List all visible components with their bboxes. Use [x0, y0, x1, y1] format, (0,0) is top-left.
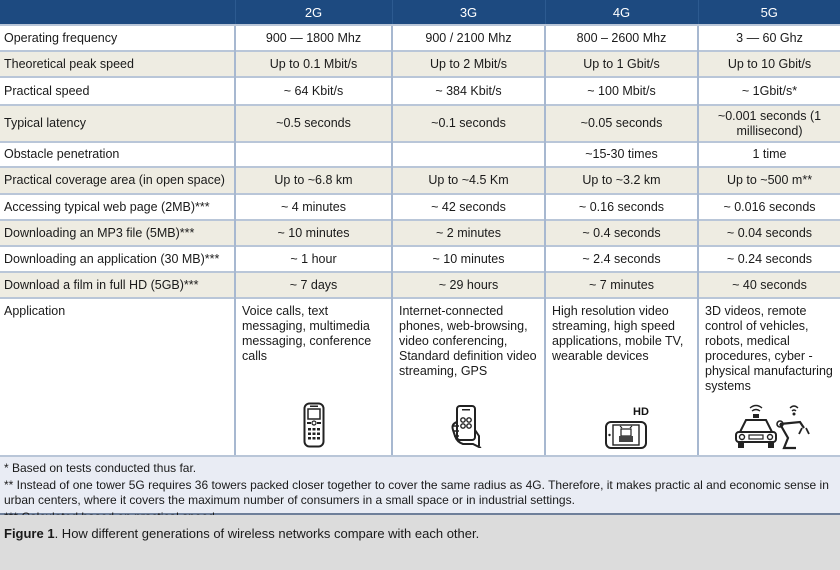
cell-3g — [392, 142, 545, 167]
cell-4g: ~ 0.16 seconds — [545, 194, 698, 220]
cell-5g: 1 time — [698, 142, 840, 167]
cell-3g: ~ 10 minutes — [392, 246, 545, 272]
application-label: Application — [4, 304, 66, 318]
hd-mobile-tv-icon — [603, 404, 653, 456]
cell-5g: Up to 10 Gbit/s — [698, 51, 840, 77]
application-text: High resolution video streaming, high speed applications, mobile TV, wearable devices — [552, 304, 684, 363]
caption-text: . How different generations of wireless networks compare with each other. — [54, 526, 480, 541]
cell-2g: ~ 64 Kbit/s — [235, 77, 392, 105]
cell-3g: ~ 384 Kbit/s — [392, 77, 545, 105]
footnotes — [0, 455, 840, 515]
footnote-1: * Based on tests conducted thus far. — [4, 461, 197, 475]
cell-2g: ~ 10 minutes — [235, 220, 392, 246]
cell-5g — [698, 298, 840, 456]
smartphone-in-hand-icon — [449, 404, 489, 452]
row-practical-speed — [0, 77, 840, 105]
cell-4g: 800 – 2600 Mhz — [545, 25, 698, 51]
cell-5g: ~ 1Gbit/s* — [698, 77, 840, 105]
cell-4g: ~ 0.4 seconds — [545, 220, 698, 246]
cell-2g: 900 — 1800 Mhz — [235, 25, 392, 51]
row-label: Operating frequency — [0, 25, 235, 51]
caption-label: Figure 1 — [4, 526, 55, 541]
cell-5g: ~ 0.04 seconds — [698, 220, 840, 246]
cell-5g: ~ 40 seconds — [698, 272, 840, 298]
cell-2g: ~ 4 minutes — [235, 194, 392, 220]
cell-4g: Up to 1 Gbit/s — [545, 51, 698, 77]
row-label: Downloading an MP3 file (5MB)*** — [0, 220, 235, 246]
cell-5g: 3 — 60 Ghz — [698, 25, 840, 51]
row-label: Obstacle penetration — [0, 142, 235, 167]
cell-5g: ~0.001 seconds (1 millisecond) — [698, 105, 840, 142]
cell-2g — [235, 142, 392, 167]
row-label: Download a film in full HD (5GB)*** — [0, 272, 235, 298]
cell-3g: ~ 42 seconds — [392, 194, 545, 220]
feature-phone-icon — [303, 402, 325, 452]
header-2g: 2G — [235, 0, 392, 25]
row-label: Practical coverage area (in open space) — [0, 167, 235, 194]
cell-5g: ~ 0.016 seconds — [698, 194, 840, 220]
application-text: Voice calls, text messaging, multimedia messaging, conference calls — [242, 304, 372, 363]
row-label: Downloading an application (30 MB)*** — [0, 246, 235, 272]
cell-3g: ~ 2 minutes — [392, 220, 545, 246]
row-application — [0, 298, 840, 456]
cell-4g — [545, 298, 698, 456]
row-typical-latency — [0, 105, 840, 142]
footnote-2: ** Instead of one tower 5G requires 36 towers packed closer together to cover the same radius as 4G. Therefore, it makes practic al and economic sense in urban centers, where it covers the maximum number of consumers in a small space or in industrial settings. — [4, 478, 829, 507]
row-application-download — [0, 246, 840, 272]
row-label — [0, 298, 235, 456]
cell-3g — [392, 298, 545, 456]
cell-3g: Up to ~4.5 Km — [392, 167, 545, 194]
row-obstacle-penetration — [0, 142, 840, 167]
cell-4g: ~15-30 times — [545, 142, 698, 167]
header-3g: 3G — [392, 0, 545, 25]
row-label: Theoretical peak speed — [0, 51, 235, 77]
cell-2g: ~ 1 hour — [235, 246, 392, 272]
row-label: Typical latency — [0, 105, 235, 142]
header-row — [0, 0, 840, 25]
row-label: Accessing typical web page (2MB)*** — [0, 194, 235, 220]
cell-2g: ~0.5 seconds — [235, 105, 392, 142]
cell-5g: Up to ~500 m** — [698, 167, 840, 194]
cell-3g: Up to 2 Mbit/s — [392, 51, 545, 77]
cell-4g: ~ 7 minutes — [545, 272, 698, 298]
row-practical-coverage-area — [0, 167, 840, 194]
cell-4g: ~ 2.4 seconds — [545, 246, 698, 272]
row-hd-film — [0, 272, 840, 298]
header-5g: 5G — [698, 0, 840, 25]
cell-4g: ~ 100 Mbit/s — [545, 77, 698, 105]
cell-5g: ~ 0.24 seconds — [698, 246, 840, 272]
cell-3g: ~ 29 hours — [392, 272, 545, 298]
header-4g: 4G — [545, 0, 698, 25]
connected-car-robot-arm-icon — [730, 402, 810, 456]
cell-4g: ~0.05 seconds — [545, 105, 698, 142]
row-web-page — [0, 194, 840, 220]
row-label: Practical speed — [0, 77, 235, 105]
application-text: 3D videos, remote control of vehicles, robots, medical procedures, cyber - physical manufacturing systems — [705, 304, 833, 393]
cell-2g: ~ 7 days — [235, 272, 392, 298]
svg-text:HD: HD — [633, 406, 650, 418]
header-blank — [0, 0, 235, 25]
cell-2g: Up to ~6.8 km — [235, 167, 392, 194]
cell-2g: Up to 0.1 Mbit/s — [235, 51, 392, 77]
row-mp3-file — [0, 220, 840, 246]
application-text: Internet-connected phones, web-browsing, video conferencing, Standard definition video streaming, GPS — [399, 304, 537, 378]
cell-4g: Up to ~3.2 km — [545, 167, 698, 194]
cell-3g: ~0.1 seconds — [392, 105, 545, 142]
figure-caption — [0, 515, 840, 570]
cell-3g: 900 / 2100 Mhz — [392, 25, 545, 51]
row-operating-frequency — [0, 25, 840, 51]
cell-2g — [235, 298, 392, 456]
row-theoretical-peak-speed — [0, 51, 840, 77]
